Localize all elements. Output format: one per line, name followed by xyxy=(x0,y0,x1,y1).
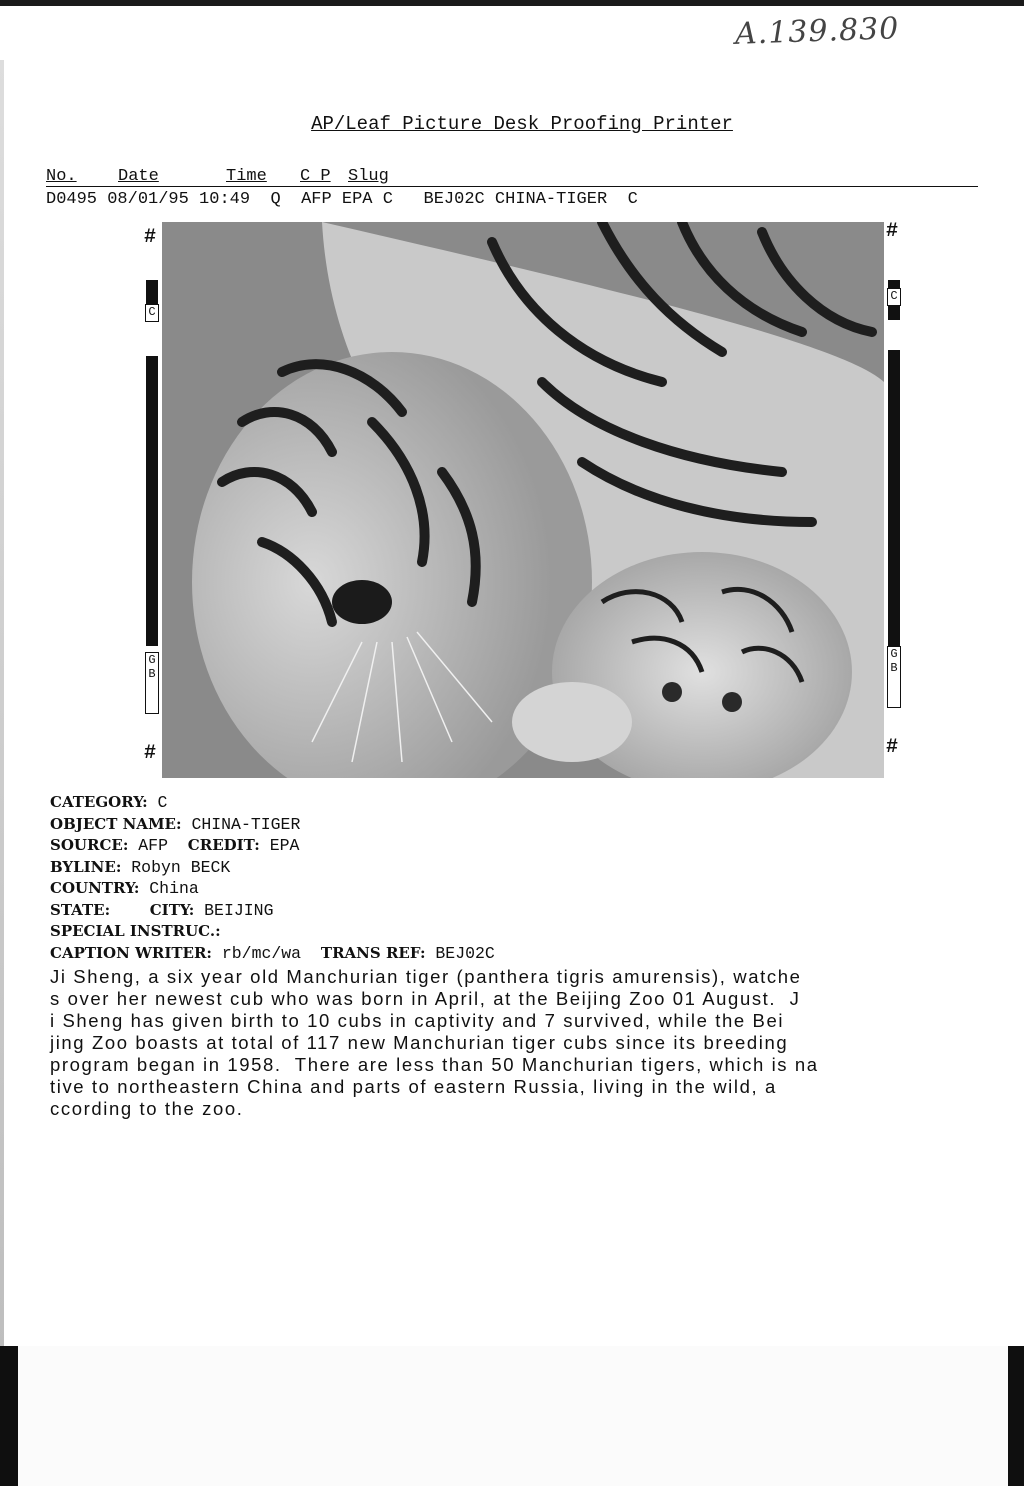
header-time: Time xyxy=(226,167,267,186)
credit-value: EPA xyxy=(269,836,300,855)
source-value: AFP xyxy=(138,836,168,855)
page-title: AP/Leaf Picture Desk Proofing Printer xyxy=(311,113,733,135)
header-no: No. xyxy=(46,167,77,186)
byline-value: Robyn BECK xyxy=(131,857,231,877)
registration-mark-top-right: # xyxy=(886,220,899,243)
caption-line: jing Zoo boasts at total of 117 new Manchurian tiger cubs since its breeding xyxy=(50,1032,789,1053)
object-name-line xyxy=(50,814,495,836)
color-bar-right-middle xyxy=(888,350,900,650)
special-instructions-line xyxy=(50,921,495,943)
column-header-row xyxy=(46,164,978,187)
trans-ref-value: BEJ02C xyxy=(435,943,495,963)
photo-metadata xyxy=(50,792,495,964)
category-line xyxy=(50,792,495,814)
caption-line: s over her newest cub who was born in April, at the Beijing Zoo 01 August. J xyxy=(50,988,801,1009)
scan-edge-left xyxy=(0,60,4,1486)
photo-frame xyxy=(144,222,902,780)
city-label: CITY: xyxy=(149,900,195,919)
object-name-value: CHINA-TIGER xyxy=(191,814,301,834)
registration-mark-top-left: # xyxy=(144,226,157,249)
record-source-credit: AFP EPA C xyxy=(301,190,393,209)
caption-writer-line xyxy=(50,943,495,965)
caption-line: Ji Sheng, a six year old Manchurian tiger (panthera tigris amurensis), watche xyxy=(50,966,802,987)
record-slug: BEJ02C CHINA-TIGER xyxy=(423,190,608,209)
caption-line: i Sheng has given birth to 10 cubs in captivity and 7 survived, while the Bei xyxy=(50,1010,785,1031)
record-no: D0495 xyxy=(46,190,98,209)
caption-line: ccording to the zoo. xyxy=(50,1098,244,1119)
caption-line: program began in 1958. There are less than 50 Manchurian tigers, which is na xyxy=(50,1054,819,1075)
registration-mark-bottom-right: # xyxy=(886,736,899,759)
side-label-right-top: C xyxy=(887,288,901,306)
credit-label: CREDIT: xyxy=(187,836,260,854)
side-label-right-bottom: G B xyxy=(887,646,901,708)
special-instructions-label: SPECIAL INSTRUC.: xyxy=(50,922,221,940)
source-label: SOURCE: xyxy=(50,836,129,854)
byline-label: BYLINE: xyxy=(50,857,122,876)
record-category-flag: C xyxy=(627,190,638,209)
trans-ref-label: TRANS REF: xyxy=(320,943,426,962)
category-label: CATEGORY: xyxy=(50,793,148,811)
record-priority: Q xyxy=(270,190,281,209)
photo-caption xyxy=(50,966,990,1120)
city-value: BEIJING xyxy=(204,900,274,920)
tiger-with-cub-photo xyxy=(162,222,884,778)
header-slug: Slug xyxy=(348,167,389,186)
header-cp: C P xyxy=(300,167,331,186)
side-label-left-top: C xyxy=(145,304,159,322)
source-line xyxy=(50,835,495,857)
side-label-left-bottom: G B xyxy=(145,652,159,714)
state-city-line xyxy=(50,900,495,922)
scan-paper-bottom xyxy=(18,1346,1008,1486)
state-label: STATE: xyxy=(50,900,111,919)
header-date: Date xyxy=(118,167,159,186)
caption-writer-label: CAPTION WRITER: xyxy=(50,943,212,962)
country-value: China xyxy=(149,879,199,898)
caption-line: tive to northeastern China and parts of eastern Russia, living in the wild, a xyxy=(50,1076,777,1097)
tiger-photo-illustration xyxy=(162,222,884,778)
handwritten-archive-number: A.139.830 xyxy=(734,11,900,52)
object-name-label: OBJECT NAME: xyxy=(50,814,182,833)
scan-edge-top xyxy=(0,0,1024,6)
registration-mark-bottom-left: # xyxy=(144,742,157,765)
caption-writer-value: rb/mc/wa xyxy=(221,943,302,963)
record-row xyxy=(46,190,638,209)
color-bar-left-middle xyxy=(146,356,158,646)
country-line xyxy=(50,878,495,900)
record-time: 10:49 xyxy=(199,190,251,209)
category-value: C xyxy=(157,793,168,812)
country-label: COUNTRY: xyxy=(50,879,140,897)
record-date: 08/01/95 xyxy=(107,190,189,209)
byline-line xyxy=(50,857,495,879)
